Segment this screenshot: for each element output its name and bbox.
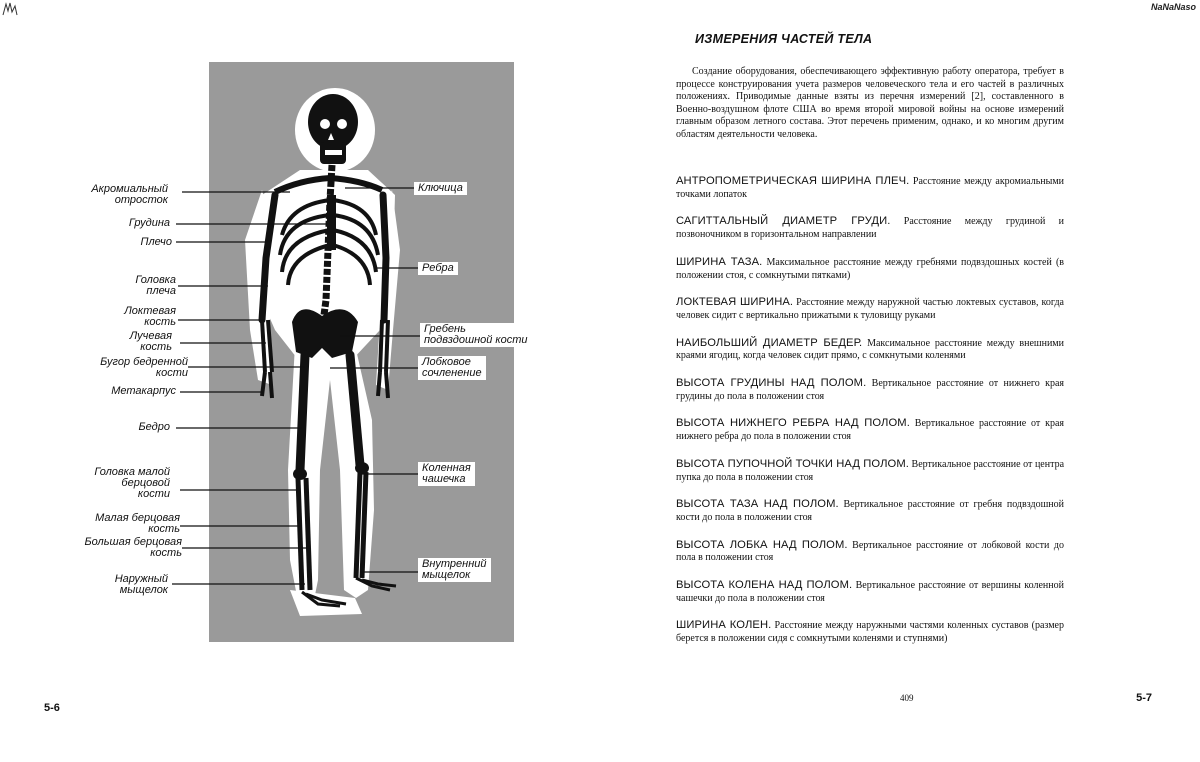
label-patella: Коленная чашечка bbox=[418, 462, 475, 486]
label-acromion: Акромиальный отросток bbox=[91, 183, 168, 206]
list-item: ШИРИНА ТАЗА. Максимальное расстояние между гребнями подвздошных костей (в положении стоя, с сомкнутыми пятками) bbox=[676, 255, 1065, 281]
list-item: ВЫСОТА ЛОБКА НАД ПОЛОМ. Вертикальное расстояние от лобковой кости до пола в положении стоя bbox=[676, 538, 1064, 564]
label-trochanter: Бугор бедренной кости bbox=[100, 356, 188, 379]
label-tibia: Большая берцовая кость bbox=[84, 536, 182, 559]
intro-paragraph: Создание оборудования, обеспечивающего эффективную работу оператора, требует в процессе конструирования учета размеров человеческого тела и его частей в различных положениях. Приводимые данные взяты из перечня измерений [2], составленного в Военно-воздушном флоте США во время второй мировой войны на основе измерений главным образом летного состава. Этот перечень применим, однако, и ко многим другим областям деятельности человека. bbox=[676, 66, 1064, 140]
label-sternum: Грудина bbox=[128, 217, 170, 229]
list-item: ШИРИНА КОЛЕН. Расстояние между наружными частями коленных суставов (размер берется в положении сидя с сомкнутыми коленями и ступнями) bbox=[676, 619, 1064, 645]
list-item: САГИТТАЛЬНЫЙ ДИАМЕТР ГРУДИ. Расстояние между грудиной и позвоночником в горизонтальном направлении bbox=[676, 215, 1064, 241]
label-humerus-head: Головка плеча bbox=[135, 274, 176, 297]
right-page bbox=[600, 0, 1200, 762]
label-fibula: Малая берцовая кость bbox=[95, 512, 180, 535]
page-title: ИЗМЕРЕНИЯ ЧАСТЕЙ ТЕЛА bbox=[695, 32, 873, 46]
label-iliac-crest: Гребень подвздошной кости bbox=[420, 323, 532, 347]
list-item: ВЫСОТА ТАЗА НАД ПОЛОМ. Вертикальное расстояние от гребня подвздошной кости до пола в положении стоя bbox=[676, 498, 1064, 523]
list-item: АНТРОПОМЕТРИЧЕСКАЯ ШИРИНА ПЛЕЧ. Расстояние между акромиальными точками лопаток bbox=[676, 175, 1065, 200]
page-number-right: 5-7 bbox=[1136, 692, 1152, 704]
label-pubic-symphysis: Лобковое сочленение bbox=[418, 356, 486, 380]
label-medial-condyle: Внутренний мыщелок bbox=[418, 558, 491, 582]
label-femur: Бедро bbox=[138, 421, 170, 433]
corner-mark-text: NaNaNaso bbox=[1150, 2, 1196, 12]
label-ribs: Ребра bbox=[418, 262, 458, 275]
list-item: ВЫСОТА КОЛЕНА НАД ПОЛОМ. Вертикальное расстояние от вершины коленной чашечки до пола в положении стоя bbox=[676, 578, 1064, 604]
label-fibula-head: Головка малой берцовой кости bbox=[94, 466, 170, 500]
folio-number: 409 bbox=[900, 693, 914, 703]
list-item: ЛОКТЕВАЯ ШИРИНА. Расстояние между наружной частью локтевых суставов, когда человек сидит с вертикально прижатыми к туловищу руками bbox=[676, 296, 1064, 321]
page-number-left: 5-6 bbox=[44, 702, 60, 714]
label-radius: Лучевая кость bbox=[129, 330, 172, 353]
list-item: ВЫСОТА ПУПОЧНОЙ ТОЧКИ НАД ПОЛОМ. Вертикальное расстояние от центра пупка до пола в положении стоя bbox=[676, 457, 1065, 483]
label-metacarpus: Метакарпус bbox=[111, 385, 176, 397]
list-item: НАИБОЛЬШИЙ ДИАМЕТР БЕДЕР. Максимальное расстояние между внешними краями ягодиц, когда человек сидит прямо, с сомкнутыми коленями bbox=[676, 336, 1064, 362]
list-item: ВЫСОТА НИЖНЕГО РЕБРА НАД ПОЛОМ. Вертикальное расстояние от края нижнего ребра до пола в положении стоя bbox=[676, 417, 1065, 443]
label-lateral-condyle: Наружный мыщелок bbox=[114, 573, 168, 596]
label-shoulder: Плечо bbox=[140, 236, 172, 248]
list-item: ВЫСОТА ГРУДИНЫ НАД ПОЛОМ. Вертикальное расстояние от нижнего края грудины до пола в положении стоя bbox=[676, 376, 1065, 402]
measurement-list bbox=[676, 175, 1064, 660]
label-ulna: Локтевая кость bbox=[124, 305, 176, 328]
label-clavicle: Ключица bbox=[414, 182, 467, 195]
